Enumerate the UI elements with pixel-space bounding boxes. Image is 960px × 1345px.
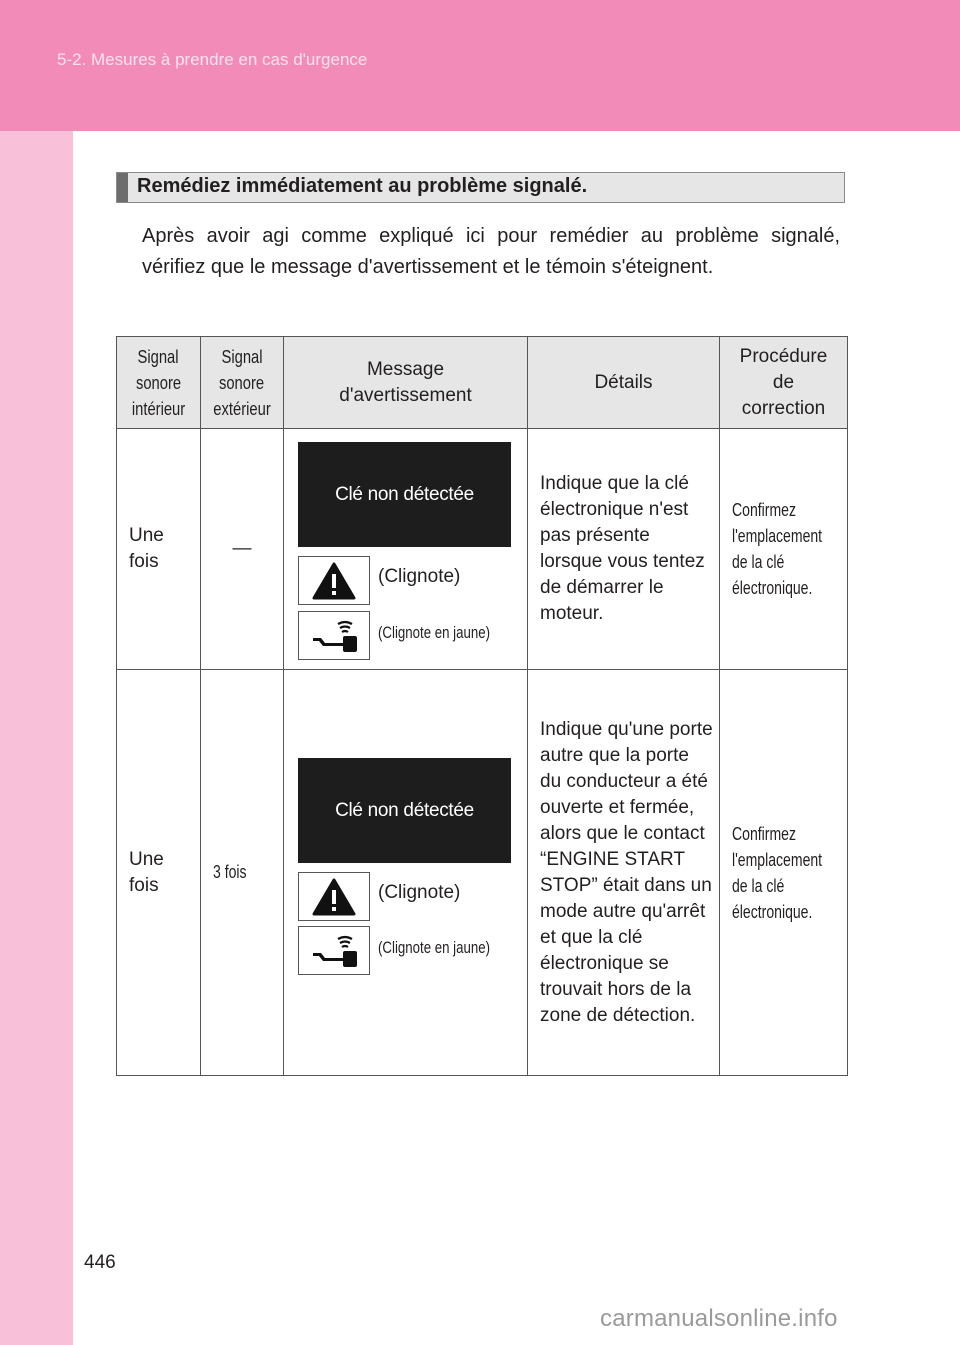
details-cell: Indique que la clé électronique n'est pas présente lorsque vous tentez de démarrer le moteur. xyxy=(528,429,720,670)
warning-message-cell xyxy=(284,429,528,670)
header-exterior-buzzer: Signal sonore extérieur xyxy=(201,337,284,429)
master-warning-icon-box xyxy=(298,872,370,921)
interior-buzzer-cell: Une fois xyxy=(117,670,201,1076)
interior-buzzer-cell: Une fois xyxy=(117,429,201,670)
header-correction-procedure: Procédure de correction xyxy=(720,337,848,429)
multi-info-display xyxy=(298,758,511,863)
table-row xyxy=(117,429,848,670)
heading-bar xyxy=(117,173,128,202)
header-warning-message: Message d'avertissement xyxy=(284,337,528,429)
smart-key-icon-box xyxy=(298,926,370,975)
exterior-buzzer-cell: 3 fois xyxy=(201,670,284,1076)
chapter-title: 5-2. Mesures à prendre en cas d'urgence xyxy=(57,50,368,69)
icon2-label: (Clignote en jaune) xyxy=(378,623,491,642)
intro-paragraph: Après avoir agi comme expliqué ici pour remédier au problème signalé, vérifiez que le message d'avertissement et le témoin s'éteignent. xyxy=(142,225,840,278)
details-cell: Indique qu'une porte autre que la porte du conducteur a été ouverte et fermée, alors que le contact “ENGINE START STOP” était dans un mode autre qu'arrêt et que la clé électronique se trouvait hors de la zone de détection. xyxy=(528,670,720,1076)
section-heading xyxy=(116,172,845,203)
warning-table xyxy=(116,336,848,1076)
display-message: Clé non détectée xyxy=(335,483,474,505)
master-warning-icon xyxy=(299,557,369,604)
page-number: 446 xyxy=(84,1252,116,1273)
multi-info-display xyxy=(298,442,511,547)
master-warning-icon-box xyxy=(298,556,370,605)
icon2-label: (Clignote en jaune) xyxy=(378,938,491,957)
procedure-cell: Confirmez l'emplacement de la clé électronique. xyxy=(720,670,848,1076)
icon1-label: (Clignote) xyxy=(378,566,461,587)
procedure-cell: Confirmez l'emplacement de la clé électronique. xyxy=(720,429,848,670)
display-message: Clé non détectée xyxy=(335,799,474,821)
warning-message-cell xyxy=(284,670,528,1076)
table-row xyxy=(117,670,848,1076)
smart-key-indicator-icon xyxy=(299,612,369,659)
icon1-label: (Clignote) xyxy=(378,882,461,903)
smart-key-indicator-icon xyxy=(299,927,369,974)
smart-key-icon-box xyxy=(298,611,370,660)
header-details: Détails xyxy=(528,337,720,429)
exterior-buzzer-cell: — xyxy=(201,429,284,670)
section-heading-text: Remédiez immédiatement au problème signalé. xyxy=(137,175,588,197)
master-warning-icon xyxy=(299,873,369,920)
watermark: carmanualsonline.info xyxy=(600,1305,838,1332)
table-header-row xyxy=(117,337,848,429)
header-interior-buzzer: Signal sonore intérieur xyxy=(117,337,201,429)
side-band xyxy=(0,131,73,1345)
